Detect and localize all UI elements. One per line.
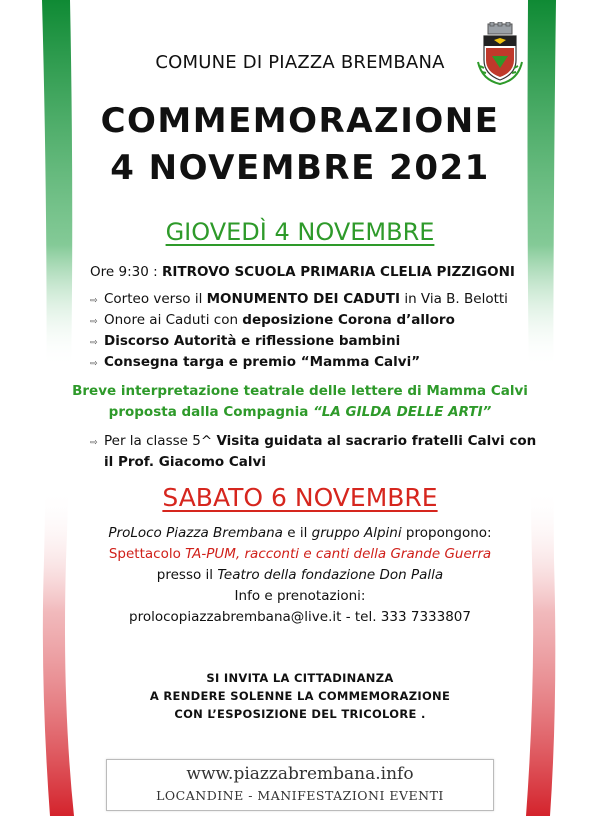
invite-line-1: SI INVITA LA CITTADINANZA <box>206 671 394 685</box>
day2-line-1: ProLoco Piazza Brembana e il gruppo Alpini propongono: <box>108 525 492 541</box>
arrow-bullet-icon: ⇨ <box>90 438 98 448</box>
day2-line-4: Info e prenotazioni: <box>234 588 366 604</box>
town-name: COMUNE DI PIAZZA BREMBANA <box>155 52 445 73</box>
arrow-bullet-icon: ⇨ <box>90 338 98 348</box>
theatre-line-2: proposta dalla Compagnia “LA GILDA DELLE ARTI” <box>108 404 492 420</box>
day2-heading: SABATO 6 NOVEMBRE <box>162 483 438 512</box>
footer-banner <box>106 759 494 811</box>
arrow-bullet-icon: ⇨ <box>90 317 98 327</box>
footer-subtitle: LOCANDINE - MANIFESTAZIONI EVENTI <box>156 788 444 803</box>
invite-line-2: A RENDERE SOLENNE LA COMMEMORAZIONE <box>149 689 451 703</box>
visit-line-2: il Prof. Giacomo Calvi <box>104 454 266 470</box>
footer-url[interactable]: www.piazzabrembana.info <box>186 764 414 784</box>
theatre-line-1: Breve interpretazione teatrale delle lettere di Mamma Calvi <box>72 383 528 399</box>
day2-line-2: Spettacolo TA-PUM, racconti e canti della Grande Guerra <box>108 546 492 562</box>
arrow-bullet-icon: ⇨ <box>90 296 98 306</box>
invite-line-3: CON L’ESPOSIZIONE DEL TRICOLORE . <box>174 707 426 721</box>
list-item: ⇨ Onore ai Caduti con deposizione Corona d’alloro <box>90 312 455 328</box>
time-prefix: Ore 9:30 : <box>90 264 162 280</box>
day2-line-3: presso il Teatro della fondazione Don Palla <box>156 567 444 583</box>
title-line-2: 4 NOVEMBRE 2021 <box>110 148 490 188</box>
time-event: RITROVO SCUOLA PRIMARIA CLELIA PIZZIGONI <box>161 264 515 280</box>
list-item: ⇨ Discorso Autorità e riflessione bambini <box>90 333 401 349</box>
crest-icon <box>474 22 526 88</box>
list-item: ⇨ Corteo verso il MONUMENTO DEI CADUTI in Via B. Belotti <box>90 291 508 307</box>
visit-line-1: ⇨ Per la classe 5^ Visita guidata al sacrario fratelli Calvi con <box>90 433 537 449</box>
day1-time-line <box>90 264 515 280</box>
day1-heading: GIOVEDÌ 4 NOVEMBRE <box>165 218 435 246</box>
contact-line: prolocopiazzabrembana@live.it - tel. 333 7333807 <box>129 609 471 625</box>
title-line-1: COMMEMORAZIONE <box>100 101 500 141</box>
arrow-bullet-icon: ⇨ <box>90 359 98 369</box>
list-item: ⇨ Consegna targa e premio “Mamma Calvi” <box>90 354 421 370</box>
